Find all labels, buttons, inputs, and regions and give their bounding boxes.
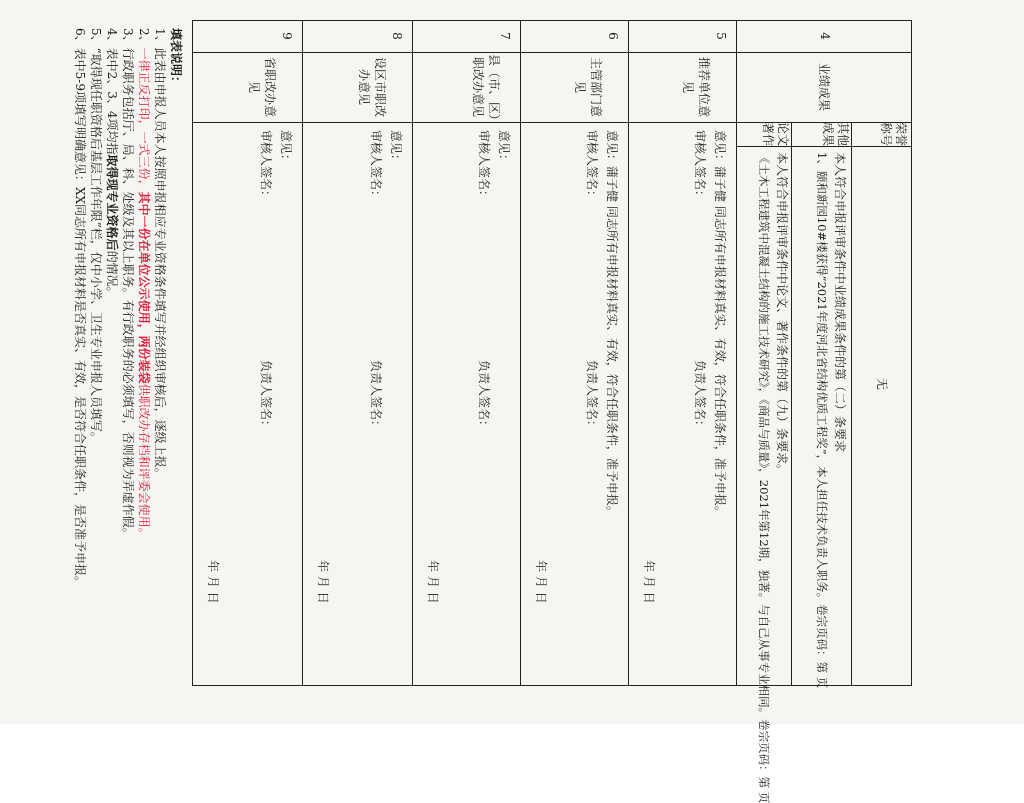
- reviewer-signature: 审核人签名：: [585, 130, 599, 203]
- date-field: 年 月 日: [642, 560, 656, 604]
- row-number: 5: [714, 32, 728, 40]
- instruction-1: 1、此表由申报人员本人按照申报相应专业资格条件填写并经组织审核后，逐级上报。: [153, 28, 167, 480]
- row-recommending-unit: [628, 20, 736, 686]
- row-label: 推荐单位意见: [681, 56, 711, 117]
- row-label: 省职改办意见: [247, 56, 277, 117]
- opinion-text: 意见：: [389, 130, 403, 167]
- instruction-4-c: 的情况。: [105, 250, 119, 299]
- row-number: 4: [818, 32, 832, 40]
- opinion-text: 意见：: [279, 130, 293, 167]
- reviewer-signature: 审核人签名：: [259, 130, 273, 203]
- honors-value: 无: [875, 378, 889, 391]
- row-competent-department: [520, 20, 628, 686]
- opinion-text: 意见：: [497, 130, 511, 167]
- row-number: 7: [498, 32, 512, 40]
- date-field: 年 月 日: [534, 560, 548, 604]
- row-provincial-office: [192, 20, 302, 686]
- reviewer-signature: 审核人签名：: [693, 130, 707, 203]
- instruction-3: 3、行政职务包括厅、局、科、处级及其以上职务。有行政职务的必须填写，否则视为弄虚作假。: [121, 28, 135, 540]
- opinion-text: 意见：蒲子健 同志所有申报材料真实、有效，符合任职条件，准予申报。: [605, 130, 619, 518]
- papers-line-1: 本人符合申报评审条件中论文、著作条件的第（九）条要求。: [775, 152, 789, 477]
- instruction-2-number: 2、: [137, 28, 151, 48]
- leader-signature: 负责人签名：: [477, 360, 491, 433]
- instruction-2: [136, 28, 152, 588]
- row-city-office: [302, 20, 412, 686]
- row-number: 8: [390, 32, 404, 40]
- reviewer-signature: 审核人签名：: [477, 130, 491, 203]
- opinion-text: 意见：蒲子健 同志所有申报材料真实、有效，符合任职条件，准予申报。: [713, 130, 727, 518]
- leader-signature: 负责人签名：: [585, 360, 599, 433]
- row-label: 业绩成果: [817, 62, 831, 111]
- instructions-title: 填表说明：: [169, 28, 183, 89]
- date-field: 年 月 日: [316, 560, 330, 604]
- subrow-honors: [851, 122, 912, 686]
- row-label: 设区市职改办意见: [357, 56, 387, 117]
- other-results-line-2: 1、颐和新园10#楼获得“2021年度河北省结构优质工程奖”，本人担任技术负责人职务。卷宗页码：第 页: [815, 152, 829, 689]
- row-achievements: [736, 20, 912, 803]
- other-results-line-1: 本人符合申报评审条件中业绩成果条件的第（二）条要求: [833, 152, 847, 453]
- papers-line-2: 《土木工程建筑中混凝土结构的施工技术研究》，《商品与质量》，2021年第12期，独著。与自己从事专业相同。卷宗页码：第 页: [757, 152, 771, 803]
- row-county-office: [412, 20, 520, 686]
- subrow-label: 其他成果: [821, 122, 850, 147]
- subrow-label: 论文著作: [761, 122, 790, 147]
- row-number: 9: [280, 32, 294, 40]
- subrow-label: 荣誉称号: [879, 122, 908, 147]
- leader-signature: 负责人签名：: [369, 360, 383, 433]
- leader-signature: 负责人签名：: [693, 360, 707, 433]
- date-field: 年 月 日: [206, 560, 220, 604]
- instruction-4: [104, 28, 120, 588]
- subrow-papers: [736, 122, 792, 803]
- row-label: 县（市、区）职改办意见: [471, 53, 501, 120]
- instruction-6: 6、表中5-9项填写明确意见：XX同志所有申报材料是否真实、有效，是否符合任职条件，是否准予申报。: [73, 28, 87, 589]
- row-label: 主管部门意见: [573, 56, 603, 117]
- date-field: 年 月 日: [426, 560, 440, 604]
- reviewer-signature: 审核人签名：: [369, 130, 383, 203]
- instruction-4-a: 4、表中2、3、4项均指: [105, 28, 119, 155]
- instruction-2-print: 一律正反打印，一式三份，: [137, 47, 151, 192]
- instruction-2-copies: 其中一份在单位公示使用，两份装袋: [137, 191, 151, 384]
- leader-signature: 负责人签名：: [259, 360, 273, 433]
- instructions: [72, 28, 184, 588]
- instruction-4-b: 取得现专业资格后: [105, 154, 119, 251]
- subrow-other-results: [791, 122, 852, 689]
- row-number: 6: [606, 32, 620, 40]
- instruction-2-archive: 供职改办存档和评委会使用。: [137, 383, 151, 540]
- instruction-5: 5、“取得现任职资格后基层工作年限”栏，仅中小学、卫生专业申报人员填写。: [89, 28, 103, 444]
